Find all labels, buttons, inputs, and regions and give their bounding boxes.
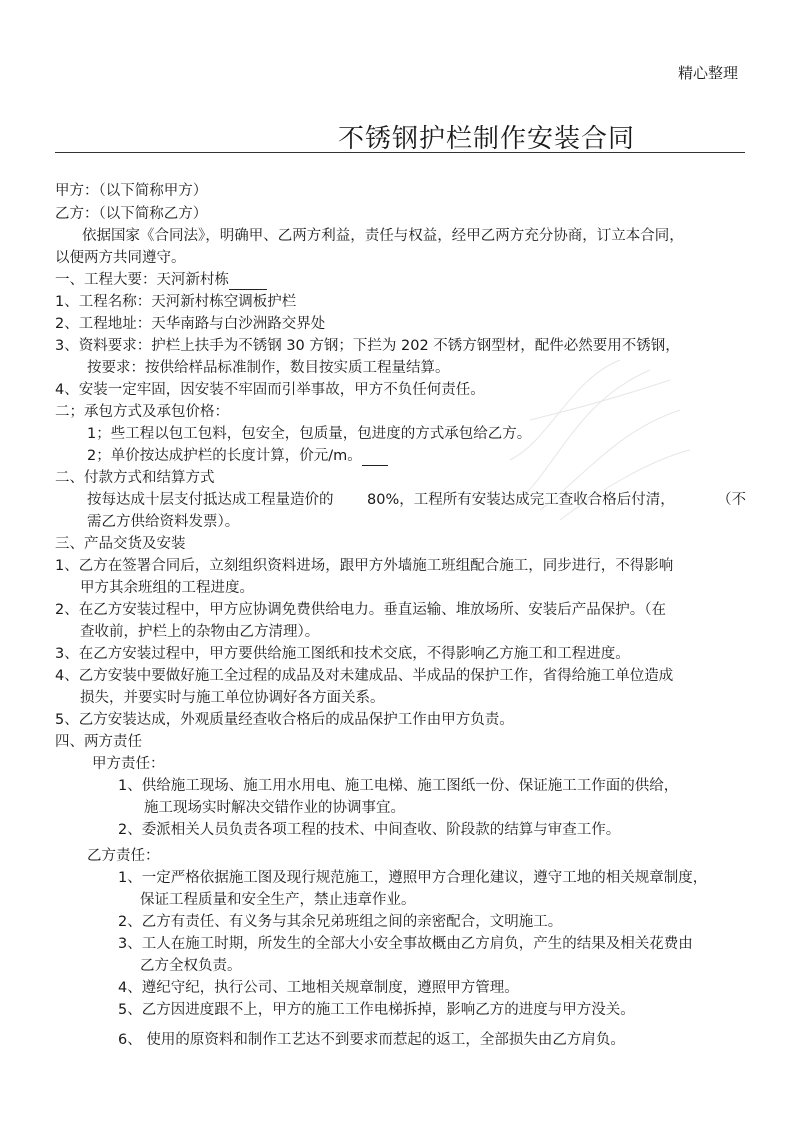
intro-line-1: 依据国家《合同法》，明确甲、乙两方利益，责任与权益，经甲乙两方充分协商，订立本合同， xyxy=(82,228,684,244)
party-b-duty-3-line-1: 3、工人在施工时期，所发生的全部大小安全事故概由乙方肩负，产生的结果及相关花费由 xyxy=(118,936,693,952)
party-a-duties-heading: 甲方责任： xyxy=(92,756,165,772)
party-b-line: 乙方：（以下简称乙方） xyxy=(55,206,208,222)
contract-mode-line: 1；些工程以包工包料，包安全，包质量，包进度的方式承包给乙方。 xyxy=(87,426,532,442)
section-3-heading: 三、产品交货及安装 xyxy=(55,536,186,552)
party-a-line: 甲方：（以下简称甲方） xyxy=(55,183,208,199)
project-name-line: 1、工程名称：天河新村栋空调板护栏 xyxy=(55,294,297,310)
delivery-1-line-2: 甲方其余班组的工程进度。 xyxy=(80,580,254,596)
party-b-duty-5-line: 5、乙方因进度跟不上，甲方的施工工作电梯拆掉，影响乙方的进度与甲方没关。 xyxy=(118,1002,635,1018)
party-a-duty-1-line-1: 1、供给施工现场、施工用水用电、施工电梯、施工图纸一份、保证施工工作面的供给， xyxy=(118,778,679,794)
payment-line-2: 需乙方供给资料发票）。 xyxy=(87,514,240,530)
header-note: 精心整理 xyxy=(677,64,738,82)
material-req-line-2: 按要求：按供给样品标准制作，数目按实质工程量结算。 xyxy=(87,360,450,376)
section-1-heading-text: 一、工程大要：天河新村栋 xyxy=(55,272,229,288)
payment-line-1b: 80%，工程所有安装达成完工查收合格后付清， xyxy=(367,492,675,508)
delivery-5-line: 5、乙方安装达成，外观质量经查收合格后的成品保护工作由甲方负责。 xyxy=(55,712,514,728)
party-b-duties-heading: 乙方责任： xyxy=(87,848,160,864)
unit-price-text: 2；单价按达成护栏的长度计算，价元/m。 xyxy=(87,448,362,464)
party-a-duty-2-line: 2、委派相关人员负责各项工程的技术、中间查收、阶段款的结算与审查工作。 xyxy=(118,822,621,838)
blank-underline xyxy=(362,447,388,466)
install-clause-line: 4、安装一定牢固，因安装不牢固而引举事故，甲方不负任何责任。 xyxy=(55,382,485,398)
party-b-duty-1-line-2: 保证工程质量和安全生产，禁止违章作业。 xyxy=(140,892,416,908)
section-4-heading: 四、两方责任 xyxy=(55,734,142,750)
party-b-duty-3-line-2: 乙方全权负责。 xyxy=(140,958,242,974)
delivery-2-line-1: 2、在乙方安装过程中，甲方应协调免费供给电力。垂直运输、堆放场所、安装后产品保护。（在 xyxy=(55,602,666,618)
intro-line-2: 以便两方共同遵守。 xyxy=(55,250,186,266)
delivery-4-line-1: 4、乙方安装中要做好施工全过程的成品及对未建成品、半成品的保护工作，省得给施工单位造成 xyxy=(55,668,674,684)
title-divider xyxy=(55,152,745,153)
delivery-3-line: 3、在乙方安装过程中，甲方要供给施工图纸和技术交底，不得影响乙方施工和工程进度。 xyxy=(55,646,630,662)
party-b-duty-2-line: 2、乙方有责任、有义务与其余兄弟班组之间的亲密配合，文明施工。 xyxy=(118,914,563,930)
blank-underline xyxy=(229,271,267,290)
delivery-1-line-1: 1、乙方在签署合同后，立刻组织资料进场，跟甲方外墙施工班组配合施工，同步进行，不得影响 xyxy=(55,558,674,574)
section-1-heading xyxy=(55,271,267,290)
payment-line-1a: 按每达成十层支付抵达成工程量造价的 xyxy=(87,492,334,508)
page-title: 不锈钢护栏制作安装合同 xyxy=(338,124,636,154)
delivery-2-line-2: 查收前，护栏上的杂物由乙方清理）。 xyxy=(80,624,320,640)
party-b-duty-4-line: 4、遵纪守纪，执行公司、工地相关规章制度，遵照甲方管理。 xyxy=(118,980,519,996)
party-a-duty-1-line-2: 施工现场实时解决交错作业的协调事宜。 xyxy=(144,800,405,816)
party-b-duty-6-line: 6、 使用的原资料和制作工艺达不到要求而惹起的返工，全部损失由乙方肩负。 xyxy=(118,1032,625,1048)
payment-heading: 二、付款方式和结算方式 xyxy=(55,470,215,486)
material-req-line-1: 3、资料要求：护栏上扶手为不锈钢 30 方钢；下拦为 202 不锈方钢型材，配件必然要用不锈钢， xyxy=(55,338,680,354)
section-2-heading: 二；承包方式及承包价格： xyxy=(55,404,229,420)
unit-price-line xyxy=(87,447,388,466)
payment-line-1c: （不 xyxy=(717,492,746,508)
project-address-line: 2、工程地址：天华南路与白沙洲路交界处 xyxy=(55,316,326,332)
delivery-4-line-2: 损失，并要实时与施工单位协调好各方面关系。 xyxy=(80,690,385,706)
party-b-duty-1-line-1: 1、一定严格依据施工图及现行规范施工，遵照甲方合理化建议，遵守工地的相关规章制度， xyxy=(118,870,708,886)
